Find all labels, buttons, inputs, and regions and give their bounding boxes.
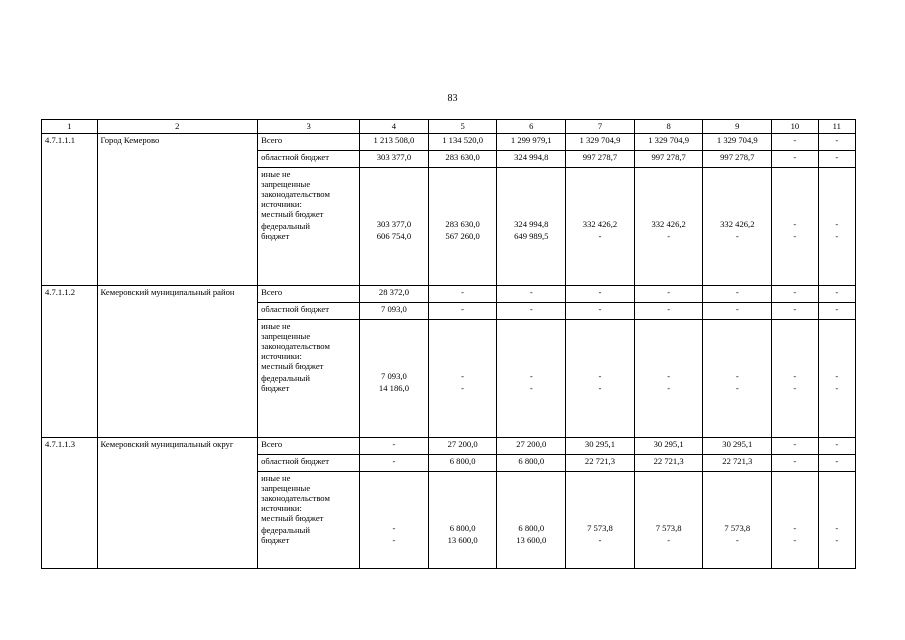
value-cell: - [818, 134, 855, 151]
source-label-line: бюджет [261, 535, 290, 545]
municipality-name: Кемеровский муниципальный округ [97, 438, 258, 569]
value-federal: 13 600,0 [447, 535, 478, 545]
value-cell: - [818, 151, 855, 168]
source-label-regional: областной бюджет [258, 455, 360, 472]
table-row [42, 134, 856, 151]
value-cell: 7 093,0 [360, 303, 429, 320]
value-federal: - [598, 231, 602, 241]
value-cell: - [703, 286, 772, 303]
value-federal: - [667, 231, 671, 241]
source-label-line: иные не [261, 473, 291, 483]
municipality-name: Кемеровский муниципальный район [97, 286, 258, 438]
value-federal: - [598, 535, 602, 545]
column-header: 8 [634, 120, 703, 134]
column-header: 11 [818, 120, 855, 134]
value-federal: - [461, 383, 465, 393]
value-cell-group [772, 168, 818, 286]
value-federal: - [667, 383, 671, 393]
value-cell: 997 278,7 [566, 151, 635, 168]
value-federal: 606 754,0 [376, 231, 412, 241]
value-cell: - [772, 455, 818, 472]
municipality-name: Город Кемерово [97, 134, 258, 286]
value-federal: - [793, 231, 797, 241]
value-cell: 1 329 704,9 [566, 134, 635, 151]
value-federal: 14 186,0 [378, 383, 409, 393]
value-cell: 6 800,0 [428, 455, 497, 472]
value-cell: 283 630,0 [428, 151, 497, 168]
value-cell: 1 299 979,1 [497, 134, 566, 151]
value-cell-group [497, 472, 566, 569]
value-federal: - [735, 231, 739, 241]
value-cell: 30 295,1 [566, 438, 635, 455]
value-cell-group [634, 320, 703, 438]
value-cell: 997 278,7 [634, 151, 703, 168]
value-federal: - [793, 535, 797, 545]
value-local: - [835, 219, 839, 229]
value-cell: - [772, 286, 818, 303]
value-cell-group [703, 168, 772, 286]
column-header: 3 [258, 120, 360, 134]
source-label-line: запрещенные [261, 331, 311, 341]
value-cell-group [818, 320, 855, 438]
source-label-line: запрещенные [261, 483, 311, 493]
source-label-line: местный бюджет [261, 513, 324, 523]
value-local: 7 573,8 [724, 523, 751, 533]
value-federal: - [793, 383, 797, 393]
value-local: 7 093,0 [381, 371, 407, 381]
value-cell-group [497, 168, 566, 286]
value-cell: - [566, 303, 635, 320]
budget-table [41, 119, 856, 569]
source-label-line: источники: [261, 199, 302, 209]
value-local: 283 630,0 [445, 219, 480, 229]
value-cell: 303 377,0 [360, 151, 429, 168]
source-label-other [258, 472, 360, 569]
source-label-other [258, 320, 360, 438]
value-local: 324 994,8 [514, 219, 549, 229]
column-header: 10 [772, 120, 818, 134]
value-cell-group [360, 168, 429, 286]
row-code: 4.7.1.1.2 [42, 286, 98, 438]
source-label-regional: областной бюджет [258, 303, 360, 320]
value-federal: - [392, 535, 396, 545]
source-label-line: местный бюджет [261, 209, 324, 219]
value-cell-group [634, 168, 703, 286]
value-federal: 649 989,5 [514, 231, 549, 241]
value-cell: 997 278,7 [703, 151, 772, 168]
source-label-line: федеральный [261, 221, 310, 231]
source-label-line: законодательством [261, 341, 330, 351]
value-local: 303 377,0 [376, 219, 412, 229]
value-local: - [793, 219, 797, 229]
value-federal: - [735, 535, 739, 545]
value-local: - [392, 523, 396, 533]
value-cell-group [772, 320, 818, 438]
value-cell-group [818, 472, 855, 569]
value-cell: - [566, 286, 635, 303]
value-cell-group [360, 320, 429, 438]
value-local: 332 426,2 [720, 219, 755, 229]
source-label-line: законодательством [261, 189, 330, 199]
source-label-line: источники: [261, 503, 302, 513]
value-cell: 22 721,3 [634, 455, 703, 472]
source-label-total: Всего [258, 134, 360, 151]
source-label-line: местный бюджет [261, 361, 324, 371]
value-cell: - [428, 303, 497, 320]
value-federal: - [835, 231, 839, 241]
value-cell: 28 372,0 [360, 286, 429, 303]
source-label-line: иные не [261, 169, 291, 179]
column-header: 6 [497, 120, 566, 134]
value-federal: - [835, 535, 839, 545]
value-cell-group [772, 472, 818, 569]
value-cell-group [566, 472, 635, 569]
source-label-line: федеральный [261, 525, 310, 535]
value-cell-group [428, 320, 497, 438]
value-local: - [793, 523, 797, 533]
value-cell: - [772, 303, 818, 320]
table-row [42, 438, 856, 455]
value-cell: - [818, 303, 855, 320]
source-label-line: законодательством [261, 493, 330, 503]
value-cell-group [360, 472, 429, 569]
source-label-other [258, 168, 360, 286]
value-cell-group [703, 320, 772, 438]
row-code: 4.7.1.1.3 [42, 438, 98, 569]
value-cell: - [360, 455, 429, 472]
source-label-line: источники: [261, 351, 302, 361]
value-cell: 1 134 520,0 [428, 134, 497, 151]
page-number: 83 [447, 93, 458, 104]
value-cell-group [428, 472, 497, 569]
value-local: 6 800,0 [449, 523, 476, 533]
value-cell: - [497, 286, 566, 303]
source-label-line: бюджет [261, 383, 290, 393]
value-cell-group [497, 320, 566, 438]
value-federal: - [598, 383, 602, 393]
value-cell-group [703, 472, 772, 569]
source-label-line: федеральный [261, 373, 310, 383]
value-cell: - [818, 286, 855, 303]
value-local: - [835, 371, 839, 381]
value-federal: - [667, 535, 671, 545]
value-cell: 324 994,8 [497, 151, 566, 168]
value-cell: - [634, 303, 703, 320]
value-cell: 30 295,1 [634, 438, 703, 455]
value-local: - [598, 371, 602, 381]
value-cell: - [360, 438, 429, 455]
column-header: 5 [428, 120, 497, 134]
value-local: 6 800,0 [518, 523, 545, 533]
value-federal: - [735, 383, 739, 393]
value-cell: - [772, 151, 818, 168]
value-cell: 27 200,0 [497, 438, 566, 455]
value-cell-group [566, 320, 635, 438]
value-local: 7 573,8 [655, 523, 682, 533]
value-federal: - [529, 383, 533, 393]
value-cell: 30 295,1 [703, 438, 772, 455]
row-code: 4.7.1.1.1 [42, 134, 98, 286]
value-cell: 6 800,0 [497, 455, 566, 472]
source-label-total: Всего [258, 286, 360, 303]
value-cell: 1 329 704,9 [634, 134, 703, 151]
column-header: 9 [703, 120, 772, 134]
value-local: - [835, 523, 839, 533]
value-local: 332 426,2 [582, 219, 618, 229]
value-cell: - [497, 303, 566, 320]
column-header: 7 [566, 120, 635, 134]
value-cell: 22 721,3 [703, 455, 772, 472]
value-local: - [735, 371, 739, 381]
value-cell: - [818, 438, 855, 455]
column-header: 1 [42, 120, 98, 134]
value-cell: - [772, 134, 818, 151]
value-cell: - [818, 455, 855, 472]
source-label-line: иные не [261, 321, 291, 331]
source-label-total: Всего [258, 438, 360, 455]
value-cell: - [428, 286, 497, 303]
value-cell: - [703, 303, 772, 320]
value-local: - [793, 371, 797, 381]
value-local: 332 426,2 [651, 219, 686, 229]
column-header: 2 [97, 120, 258, 134]
value-local: - [461, 371, 465, 381]
header-row [42, 120, 856, 134]
source-label-regional: областной бюджет [258, 151, 360, 168]
value-cell: 1 213 508,0 [360, 134, 429, 151]
value-cell: - [634, 286, 703, 303]
value-local: 7 573,8 [587, 523, 613, 533]
value-cell-group [818, 168, 855, 286]
value-cell-group [428, 168, 497, 286]
value-local: - [529, 371, 533, 381]
value-local: - [667, 371, 671, 381]
source-label-line: бюджет [261, 231, 290, 241]
value-cell: - [772, 438, 818, 455]
value-cell: 22 721,3 [566, 455, 635, 472]
column-header: 4 [360, 120, 429, 134]
value-federal: 567 260,0 [445, 231, 480, 241]
value-cell-group [566, 168, 635, 286]
source-label-line: запрещенные [261, 179, 311, 189]
value-federal: 13 600,0 [516, 535, 547, 545]
table-row [42, 286, 856, 303]
value-cell: 1 329 704,9 [703, 134, 772, 151]
value-federal: - [835, 383, 839, 393]
value-cell-group [634, 472, 703, 569]
value-cell: 27 200,0 [428, 438, 497, 455]
